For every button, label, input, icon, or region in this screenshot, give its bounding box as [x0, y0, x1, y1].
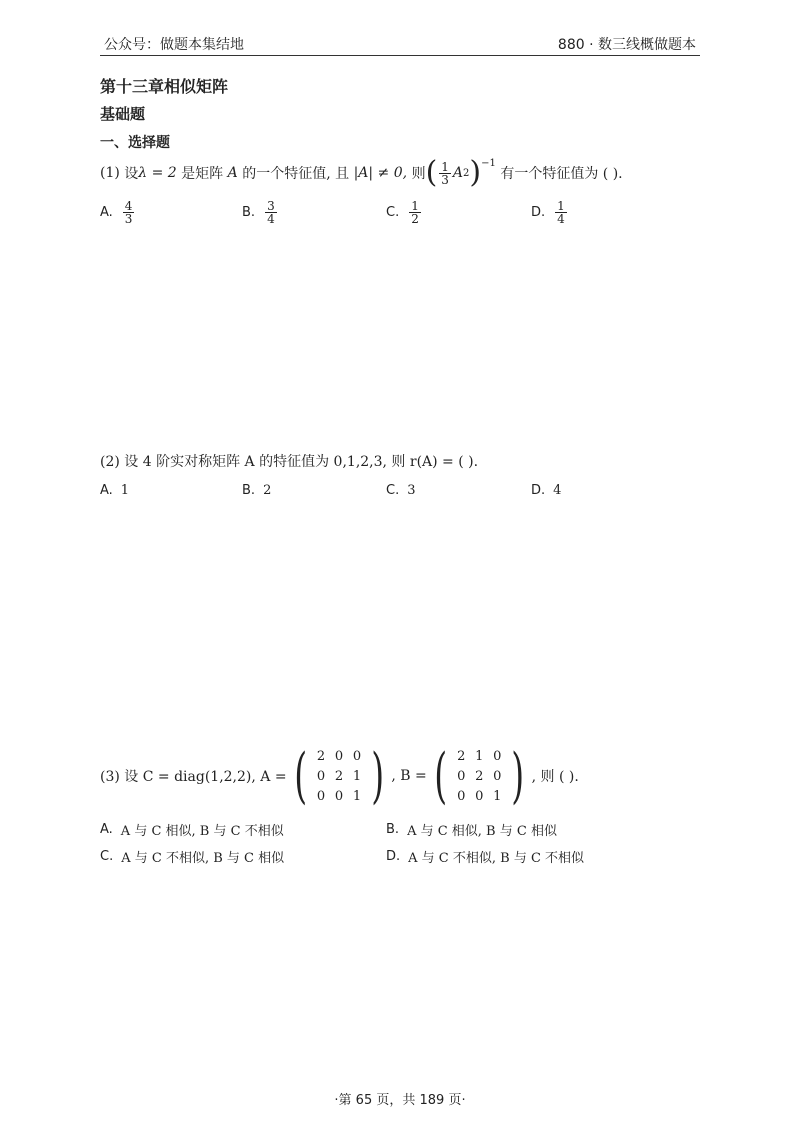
matrix-b	[429, 741, 530, 811]
left-bracket: (	[434, 741, 447, 811]
q1-inverse: −1	[481, 157, 496, 169]
header-left: 公众号：做题本集结地	[104, 37, 244, 53]
q3-option-b[interactable]	[386, 820, 557, 839]
matrix-cell: 0	[316, 788, 326, 804]
option-num: 4	[124, 199, 133, 213]
option-value: 1	[120, 483, 130, 498]
q1-determinant: |A| ≠ 0,	[353, 165, 408, 181]
q1-frac-num: 1	[441, 159, 449, 174]
q3-option-d[interactable]	[386, 847, 584, 866]
option-num: 1	[557, 199, 565, 213]
q1-frac-den: 3	[441, 172, 449, 187]
header-right: 880 · 数三线概做题本	[557, 37, 696, 53]
question-2: (2) 设 4 阶实对称矩阵 A 的特征值为 0,1,2,3, 则 r(A) = ( ).	[100, 454, 479, 470]
page-footer: ·第 65 页，共 189 页·	[334, 1093, 466, 1108]
q1-option-b[interactable]	[242, 200, 279, 225]
option-label: D.	[531, 205, 546, 220]
right-paren: )	[469, 155, 482, 190]
matrix-a	[289, 741, 390, 811]
option-text: A 与 C 相似, B 与 C 相似	[407, 824, 557, 839]
option-num: 3	[267, 199, 275, 213]
matrix-cell: 1	[352, 768, 362, 784]
matrix-cell: 0	[316, 768, 326, 784]
right-bracket: )	[511, 741, 525, 811]
matrix-cell: 2	[475, 768, 484, 784]
option-label: C.	[386, 205, 400, 220]
option-value: 2	[263, 483, 272, 498]
q2-option-a[interactable]	[100, 483, 129, 498]
option-value: 3	[407, 483, 416, 498]
q1-option-a[interactable]	[100, 200, 136, 225]
section-title: 基础题	[100, 105, 146, 123]
header-divider	[100, 55, 700, 56]
option-value: 4	[553, 483, 562, 498]
option-text: A 与 C 不相似, B 与 C 不相似	[408, 851, 585, 866]
matrix-cell: 0	[475, 788, 484, 804]
matrix-cell: 2	[457, 748, 466, 764]
q1-text-4: 则	[411, 166, 426, 182]
matrix-cell: 2	[334, 768, 344, 784]
option-label: A.	[100, 205, 113, 220]
option-text: A 与 C 不相似, B 与 C 相似	[121, 851, 285, 866]
question-1	[100, 155, 623, 190]
q1-fraction	[439, 161, 451, 186]
option-label: B.	[386, 822, 400, 837]
matrix-cell: 0	[493, 768, 502, 784]
matrix-cell: 0	[457, 768, 466, 784]
option-text: A 与 C 相似, B 与 C 不相似	[120, 824, 284, 839]
matrix-cell: 0	[334, 748, 344, 764]
matrix-cell: 1	[493, 788, 502, 804]
q1-text-1: 设	[124, 166, 139, 182]
q1-number: (1)	[100, 165, 120, 181]
q2-option-d[interactable]	[531, 483, 561, 498]
q1-lambda: λ = 2	[138, 165, 177, 181]
matrix-cell: 0	[457, 788, 466, 804]
matrix-cell: 0	[493, 748, 502, 764]
q3-mid: , B =	[391, 768, 427, 784]
q1-text-5: 有一个特征值为 ( ).	[500, 166, 623, 182]
left-paren: (	[425, 155, 438, 190]
option-label: D.	[531, 483, 546, 498]
matrix-cell: 0	[352, 748, 362, 764]
option-label: C.	[386, 483, 400, 498]
matrix-cell: 2	[316, 748, 326, 764]
matrix-cell: 1	[352, 788, 362, 804]
option-den: 4	[557, 212, 565, 226]
chapter-title: 第十三章相似矩阵	[100, 77, 229, 96]
q1-text-2: 是矩阵	[181, 166, 224, 182]
q1-text-3: 的一个特征值, 且	[242, 166, 350, 182]
matrix-cell: 1	[475, 748, 484, 764]
option-den: 2	[411, 212, 419, 226]
right-bracket: )	[371, 741, 385, 811]
q1-matrix-a: A	[227, 165, 238, 181]
q3-option-a[interactable]	[100, 820, 284, 839]
q3-prefix: (3) 设 C = diag(1,2,2), A =	[100, 769, 287, 785]
subsection-title: 一、选择题	[100, 135, 170, 151]
option-num: 1	[411, 199, 419, 213]
q2-option-b[interactable]	[242, 483, 271, 498]
matrix-cell: 0	[334, 788, 344, 804]
question-3	[100, 741, 579, 811]
left-bracket: (	[293, 741, 307, 811]
q1-option-c[interactable]	[386, 200, 423, 225]
option-label: D.	[386, 849, 401, 864]
option-label: B.	[242, 205, 256, 220]
q2-option-c[interactable]	[386, 483, 416, 498]
option-den: 4	[267, 212, 275, 226]
option-label: A.	[100, 822, 113, 837]
q1-option-d[interactable]	[531, 200, 569, 225]
q1-square: 2	[463, 167, 470, 179]
option-label: B.	[242, 483, 256, 498]
option-label: A.	[100, 483, 113, 498]
q1-matrix-a2: A	[452, 165, 464, 181]
option-label: C.	[100, 849, 114, 864]
q3-option-c[interactable]	[100, 847, 284, 866]
option-den: 3	[124, 212, 133, 226]
q3-suffix: , 则 ( ).	[531, 769, 579, 785]
